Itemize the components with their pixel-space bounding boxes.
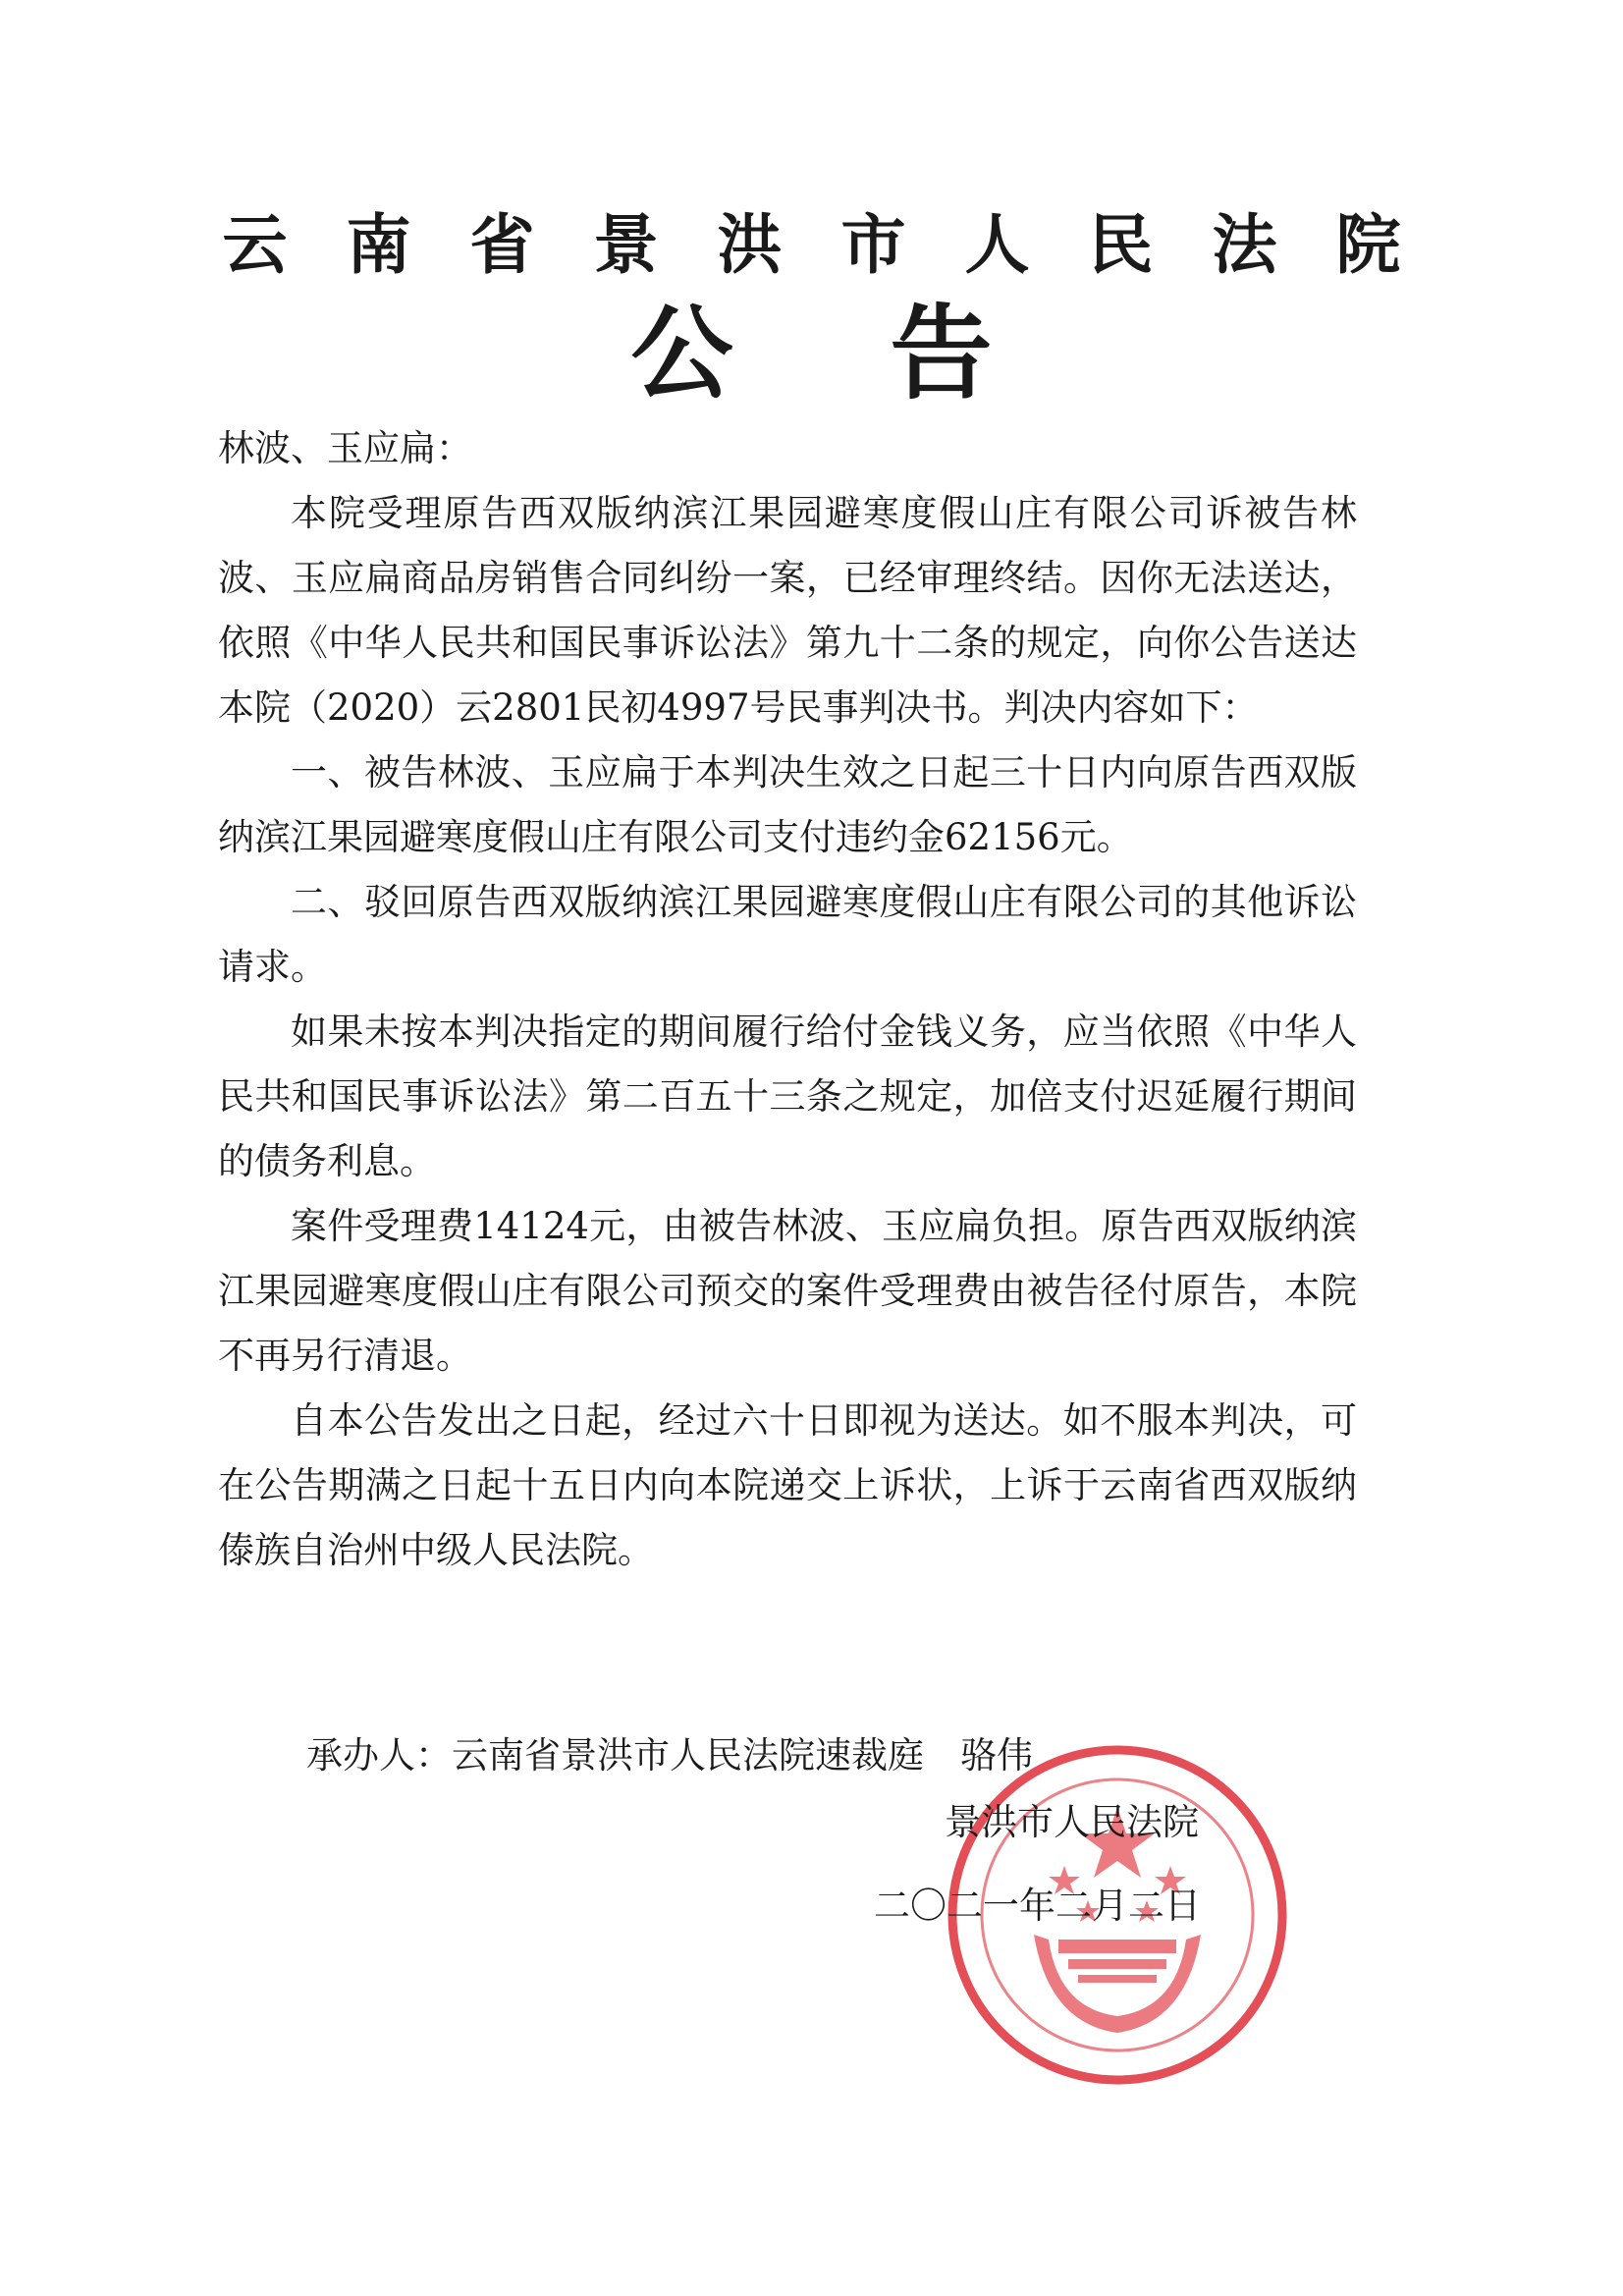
paragraph-fees: 案件受理费14124元，由被告林波、玉应扁负担。原告西双版纳滨江果园避寒度假山庄有限公司预交的案件受理费由被告径付原告，本院不再另行清退。 bbox=[218, 1205, 1357, 1377]
issue-date: 二〇二一年二月二日 bbox=[874, 1885, 1201, 1927]
addressee: 林波、玉应扁： bbox=[218, 427, 472, 469]
court-name: 云南省景洪市人民法院 bbox=[222, 207, 1460, 283]
paragraph-late-interest: 如果未按本判决指定的期间履行给付金钱义务，应当依照《中华人民共和国民事诉讼法》第二百五十三条之规定，加倍支付迟延履行期间的债务利息。 bbox=[218, 1011, 1357, 1182]
paragraph-judgment-2: 二、驳回原告西双版纳滨江果园避寒度假山庄有限公司的其他诉讼请求。 bbox=[218, 881, 1357, 988]
paragraph-appeal: 自本公告发出之日起，经过六十日即视为送达。如不服本判决，可在公告期满之日起十五日内向本院递交上诉状，上诉于云南省西双版纳傣族自治州中级人民法院。 bbox=[218, 1399, 1357, 1571]
paragraph-intro: 本院受理原告西双版纳滨江果园避寒度假山庄有限公司诉被告林波、玉应扁商品房销售合同纠纷一案，已经审理终结。因你无法送达，依照《中华人民共和国民事诉讼法》第九十二条的规定，向你公告送达本院（2020）云2801民初4997号民事判决书。判决内容如下： bbox=[218, 492, 1357, 729]
notice-title: 公告 bbox=[630, 294, 1150, 413]
notice-body bbox=[218, 416, 1357, 1583]
paragraph-judgment-1: 一、被告林波、玉应扁于本判决生效之日起三十日内向原告西双版纳滨江果园避寒度假山庄有限公司支付违约金62156元。 bbox=[218, 751, 1357, 858]
handler-signature: 承办人：云南省景洪市人民法院速裁庭 骆伟 bbox=[306, 1734, 1033, 1777]
issuing-court: 景洪市人民法院 bbox=[945, 1801, 1199, 1843]
